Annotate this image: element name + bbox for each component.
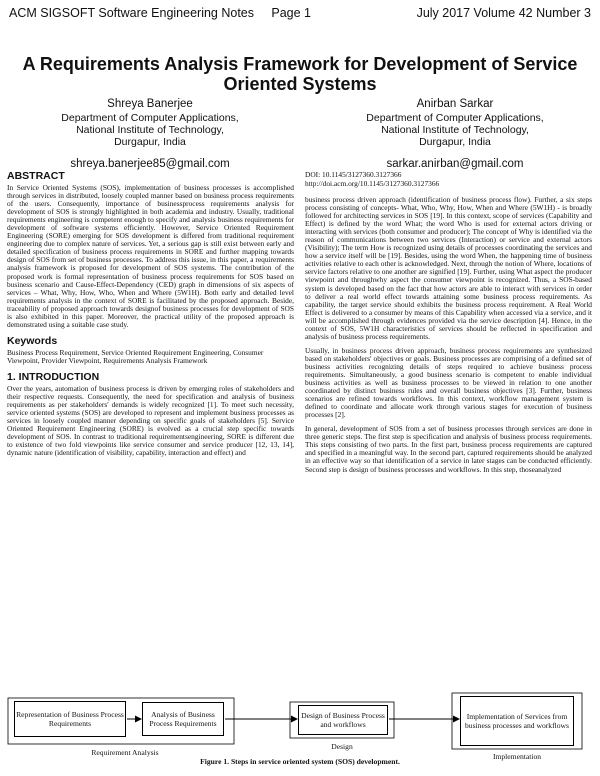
- header-right: July 2017 Volume 42 Number 3: [416, 6, 591, 20]
- process-box-implementation: Implementation of Services from business processes and workflows: [460, 696, 574, 746]
- doi-url[interactable]: http://doi.acm.org/10.1145/3127360.3127366: [305, 179, 440, 188]
- header-left: ACM SIGSOFT Software Engineering Notes Page 1: [9, 6, 311, 20]
- author-dept: Department of Computer Applications,: [61, 112, 239, 124]
- keywords-heading: Keywords: [7, 334, 58, 347]
- author-name: Shreya Banerjee: [107, 98, 193, 110]
- abstract-text: In Service Oriented Systems (SOS), implementation of business processes is accomplished through services in distributed, loosely coupled manner based on business process requirements of the users. Consequently, importance of businessprocess requirements analysis for development of SOS is strongly highlighted in both academia and industry. Usually, traditional requirements engineering is competent enough to specify and analysis business requirements for development of software systems efficiently. However, Service Oriented Requirement Engineering (SORE) emerging for SOS development is differed from traditional requirement engineering due to complex nature of services. Yet, a serious gap is still exist between early and detailed specification of business process requirements in SORE and further mapping towards design of SOS from set of business processes. To address this issue, in this paper, a requirements analysis framework is proposed for development of SOS systems. The contribution of the proposed work is formal representation of business process requirements for SOS based on business scenario and Cause-Effect-Dependency (CED) graph in dimensions of six aspects of services – What, Why, How, Who, When and Where (5W1H). Both early and detailed level requirements analysis in the context of SORE is facilitated by the proposed approach. Beside, traceability of proposed approach towards designof business processes for development of SOS is also exhibited in this paper. Moreover, the practical utility of the proposed approach is demonstrated using a suitable case study.: [7, 183, 294, 329]
- intro-heading: 1. INTRODUCTION: [7, 370, 100, 383]
- stage-label-design: Design: [331, 742, 353, 751]
- author-block: [335, 98, 575, 170]
- author-email[interactable]: sarkar.anirban@gmail.com: [386, 158, 524, 170]
- stage-label-implementation: Implementation: [492, 752, 542, 761]
- author-name: Anirban Sarkar: [416, 98, 494, 110]
- author-city: Durgapur, India: [114, 136, 186, 148]
- author-inst: National Institute of Technology,: [381, 124, 529, 136]
- keywords-text: Business Process Requirement, Service Oriented Requirement Engineering, Consumer Viewpoint, Provider Viewpoint, Requirements Analysis Framework: [7, 347, 264, 365]
- author-city: Durgapur, India: [419, 136, 491, 148]
- doi-block: [305, 170, 592, 188]
- figure-caption: Figure 1. Steps in service oriented system (SOS) development.: [200, 757, 400, 766]
- process-box-design: Design of Business Process and workflows: [298, 705, 388, 735]
- author-dept: Department of Computer Applications,: [366, 112, 544, 124]
- body-paragraph: business process driven approach (identification of business process flow). Further, a six steps process consisting of concepts- What, Who, Why, How, When and Where (5W1H) - is broadly followed for architecting services in SOS [19]. In this context, scope of services (Capability and Effect) is defined by the word What; the word Who is used for external actors driving or interacting with services (both consumer and producer); The concept of Why is identified via the reason of communications between two services (Interaction) or service and external actors (Visibility); The term How is recognized using details of processes coordinating the services and how a service itself will be [19]. Besides, using the word When, the happening time of business activities relative to each other is acknowledged. Next, through the notion of Where, locations of service factors relative to one another are signified [19]. Further, using What aspect the producer viewpoint and throughwhy aspect the consumer viewpoint is recognized. Thus, a SOS-based system is developed based on the fact that how actors are able to interact with services in order to deliver a real world effect towards attaining some business process requirements. As capability, the target service should exhibits the business process requirement. A Real World Effect is delivered to a consumer by means of this Capability when accessed via a service, and it will be accomplished through evidences provided via the service description [4]. Hence, in the context of SOS, 5W1H characteristics of services should be reflected in specification and analysis of business process requirements.: [305, 195, 592, 341]
- running-header: [9, 6, 591, 28]
- process-box-representation: Representation of Business Process Requirements: [14, 701, 126, 737]
- right-column: [305, 170, 592, 480]
- left-column: [7, 170, 294, 463]
- abstract-heading: ABSTRACT: [7, 170, 65, 182]
- process-box-analysis: Analysis of Business Process Requirements: [142, 702, 224, 736]
- body-paragraph: In general, development of SOS from a set of business processes through services are done in three generic steps. The first step is specification and analysis of business process requirements. This steps consisting of two parts. In the first part, business process requirements are captured and specified in a meaningful way. In the second part, captured requirements should be analyzed in an effective way so that identification of a service in later stages can be conducted efficiently. Second step is design of business processes and workflows. In this step, thoseanalyzed: [305, 424, 592, 474]
- intro-text: Over the years, automation of business process is driven by emerging roles of stakeholders and their respective requests. Consequently, the need for specification and analysis of business requirements as per stakeholders' demands is widely recognized [1]. To meet such necessity, service oriented systems (SOS) are developed to represent and implement business processes as services in loosely coupled manner depending on specific goals of stakeholders [5]. Service Oriented Requirement Engineering (SORE) is evolved as a crucial step specific towards development of SOS. In contrast to traditional requirementsengineering, SORE is different due to existence of two fold viewpoints like service consumer and service producer [12, 13, 14], dynamic nature (identification of visibility, capability, interaction and effect) and: [7, 383, 294, 458]
- author-inst: National Institute of Technology,: [76, 124, 224, 136]
- stage-label-requirement-analysis: Requirement Analysis: [91, 748, 159, 757]
- author-block: [30, 98, 270, 170]
- paper-title: A Requirements Analysis Framework for Development of Service Oriented Systems: [22, 54, 578, 94]
- author-email[interactable]: shreya.banerjee85@gmail.com: [70, 158, 230, 170]
- doi-line: DOI: 10.1145/3127360.3127366: [305, 170, 402, 179]
- body-paragraph: Usually, in business process driven approach, business process requirements are synthesized based on stakeholders' objectives or goals. Business processes are comprising of a defined set of business activities recognizing details of steps required to achieve business process requirements. Simultaneously, a good business scenario is competent to enable individual business activities as well as business processes to be viewed in relation to one another coordinated by distinct business rules and overall business objectives [3]. Further, business scenarios are refined towards workflows. In this context, workflow management system is defined to coordinate and allocate work through various stages for execution of business processes [2].: [305, 345, 592, 420]
